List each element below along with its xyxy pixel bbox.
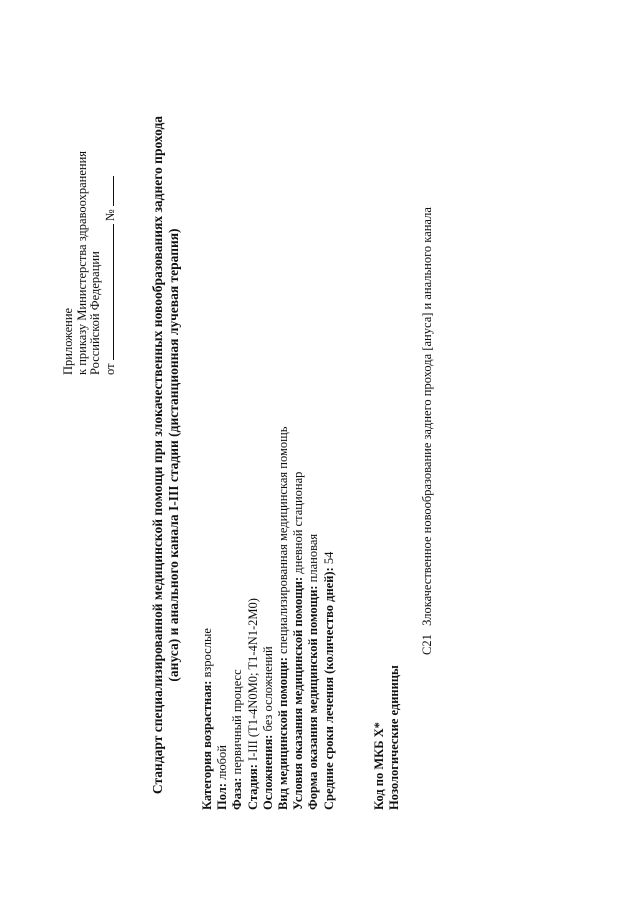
field-value: дневной стационар [291,471,306,574]
field-value: первичный процесс [230,669,245,775]
field-label: Пол: [215,783,230,810]
field-stage [246,427,261,810]
field-treatment-duration [322,427,337,810]
appendix-line-2: к приказу Министерства здравоохранения [74,150,89,375]
appendix-line-1: Приложение [61,307,75,375]
field-label: Условия оказания медицинской помощи: [291,576,306,810]
field-label: Форма оказания медицинской помощи: [306,585,321,810]
field-label: Осложнения: [260,734,275,810]
icd-row [420,207,435,655]
icd-code-label: Код по МКБ X* [372,722,386,810]
title-line-1: Стандарт специализированной медицинской помощи при злокачественных новообразованиях заднего прохода [150,115,165,795]
standard-fields [200,427,337,810]
icd-header [372,665,401,810]
field-phase [230,427,245,810]
appendix-date-number-line [103,151,118,375]
appendix-line-3: Российской Федерации [88,251,102,375]
field-care-form [306,427,321,810]
field-value: специализированная медицинская помощь [276,426,291,654]
document-title [150,45,182,865]
field-label: Категория возрастная: [200,680,214,810]
field-value: взрослые [200,628,214,678]
field-value: без осложнений [260,646,275,732]
appendix-block [62,151,117,375]
date-blank [103,224,114,360]
field-value: 54 [321,551,336,565]
field-label: Средние сроки лечения (количество дней): [321,567,336,810]
field-value: любой [215,745,230,780]
field-complications [261,427,276,810]
field-label: Фаза: [230,777,245,810]
appendix-number-label: № [102,209,117,222]
field-label: Стадия: [245,764,260,810]
icd-code: C21 [420,634,434,655]
number-blank [103,176,114,206]
field-sex [215,427,230,810]
nosology-label: Нозологические единицы [386,665,401,810]
field-value: I-III (T1-4N0M0; T1-4N1-2M0) [245,598,260,762]
field-label: Вид медицинской помощи: [276,657,291,810]
icd-name: Злокачественное новообразование заднего прохода [ануса] и анального канала [420,207,434,626]
appendix-from-label: от [102,363,117,375]
title-line-2: (ануса) и анального канала I-III стадии (дистанционная лучевая терапия) [166,228,181,682]
field-age-category [200,427,215,810]
field-care-conditions [291,427,306,810]
field-care-type [276,427,291,810]
field-value: плановая [306,533,321,583]
